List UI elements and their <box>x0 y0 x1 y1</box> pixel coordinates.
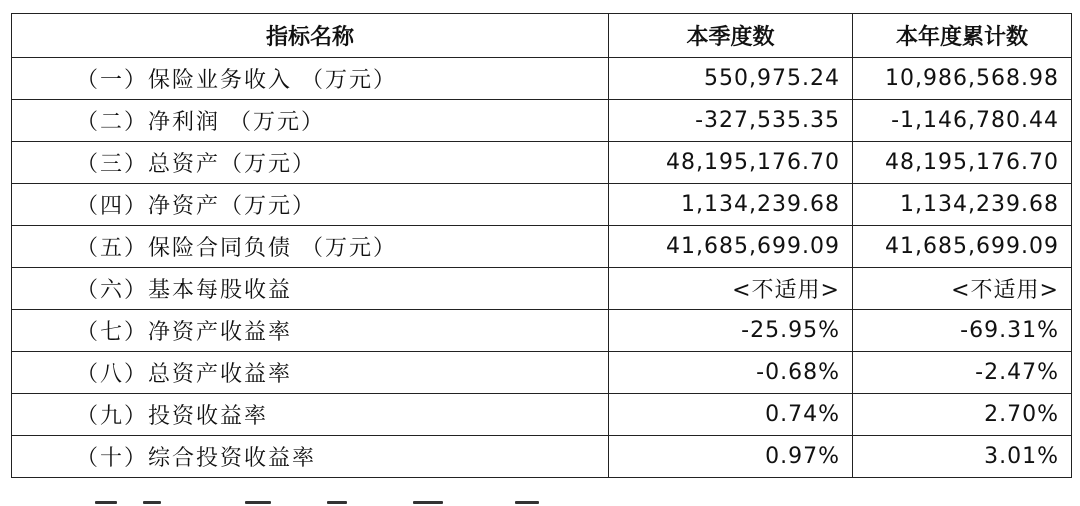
row-name: （五）保险合同负债 （万元） <box>12 226 609 268</box>
table-row <box>12 436 1072 478</box>
row-name: （一）保险业务收入 （万元） <box>12 58 609 100</box>
text-fragment <box>327 501 347 504</box>
header-indicator-name: 指标名称 <box>12 14 609 58</box>
row-quarter-value: -0.68% <box>609 352 853 394</box>
financial-indicators-table <box>11 13 1072 478</box>
row-quarter-value: 0.97% <box>609 436 853 478</box>
row-ytd-value: 10,986,568.98 <box>853 58 1072 100</box>
text-fragment <box>515 501 539 504</box>
table-row <box>12 352 1072 394</box>
row-quarter-value: <不适用> <box>609 268 853 310</box>
row-ytd-value: 1,134,239.68 <box>853 184 1072 226</box>
row-quarter-value: 48,195,176.70 <box>609 142 853 184</box>
table-row <box>12 100 1072 142</box>
row-quarter-value: 41,685,699.09 <box>609 226 853 268</box>
row-ytd-value: 41,685,699.09 <box>853 226 1072 268</box>
text-fragment <box>245 501 271 504</box>
row-ytd-value: 3.01% <box>853 436 1072 478</box>
table-row <box>12 310 1072 352</box>
row-name: （四）净资产（万元） <box>12 184 609 226</box>
text-fragment <box>143 501 161 504</box>
table-header-row <box>12 14 1072 58</box>
row-name: （九）投资收益率 <box>12 394 609 436</box>
header-current-quarter: 本季度数 <box>609 14 853 58</box>
row-quarter-value: 0.74% <box>609 394 853 436</box>
row-ytd-value: -1,146,780.44 <box>853 100 1072 142</box>
row-name: （八）总资产收益率 <box>12 352 609 394</box>
table-row <box>12 142 1072 184</box>
row-quarter-value: -25.95% <box>609 310 853 352</box>
row-ytd-value: -69.31% <box>853 310 1072 352</box>
row-name: （十）综合投资收益率 <box>12 436 609 478</box>
row-quarter-value: 550,975.24 <box>609 58 853 100</box>
table-row <box>12 268 1072 310</box>
header-year-to-date: 本年度累计数 <box>853 14 1072 58</box>
row-ytd-value: 2.70% <box>853 394 1072 436</box>
table-row <box>12 394 1072 436</box>
table-row <box>12 58 1072 100</box>
cropped-text-fragments <box>95 499 615 506</box>
row-ytd-value: <不适用> <box>853 268 1072 310</box>
text-fragment <box>95 501 117 504</box>
row-name: （七）净资产收益率 <box>12 310 609 352</box>
row-name: （六）基本每股收益 <box>12 268 609 310</box>
table-row <box>12 184 1072 226</box>
row-ytd-value: 48,195,176.70 <box>853 142 1072 184</box>
row-quarter-value: -327,535.35 <box>609 100 853 142</box>
text-fragment <box>413 501 443 504</box>
row-name: （三）总资产（万元） <box>12 142 609 184</box>
row-ytd-value: -2.47% <box>853 352 1072 394</box>
row-name: （二）净利润 （万元） <box>12 100 609 142</box>
row-quarter-value: 1,134,239.68 <box>609 184 853 226</box>
table-row <box>12 226 1072 268</box>
